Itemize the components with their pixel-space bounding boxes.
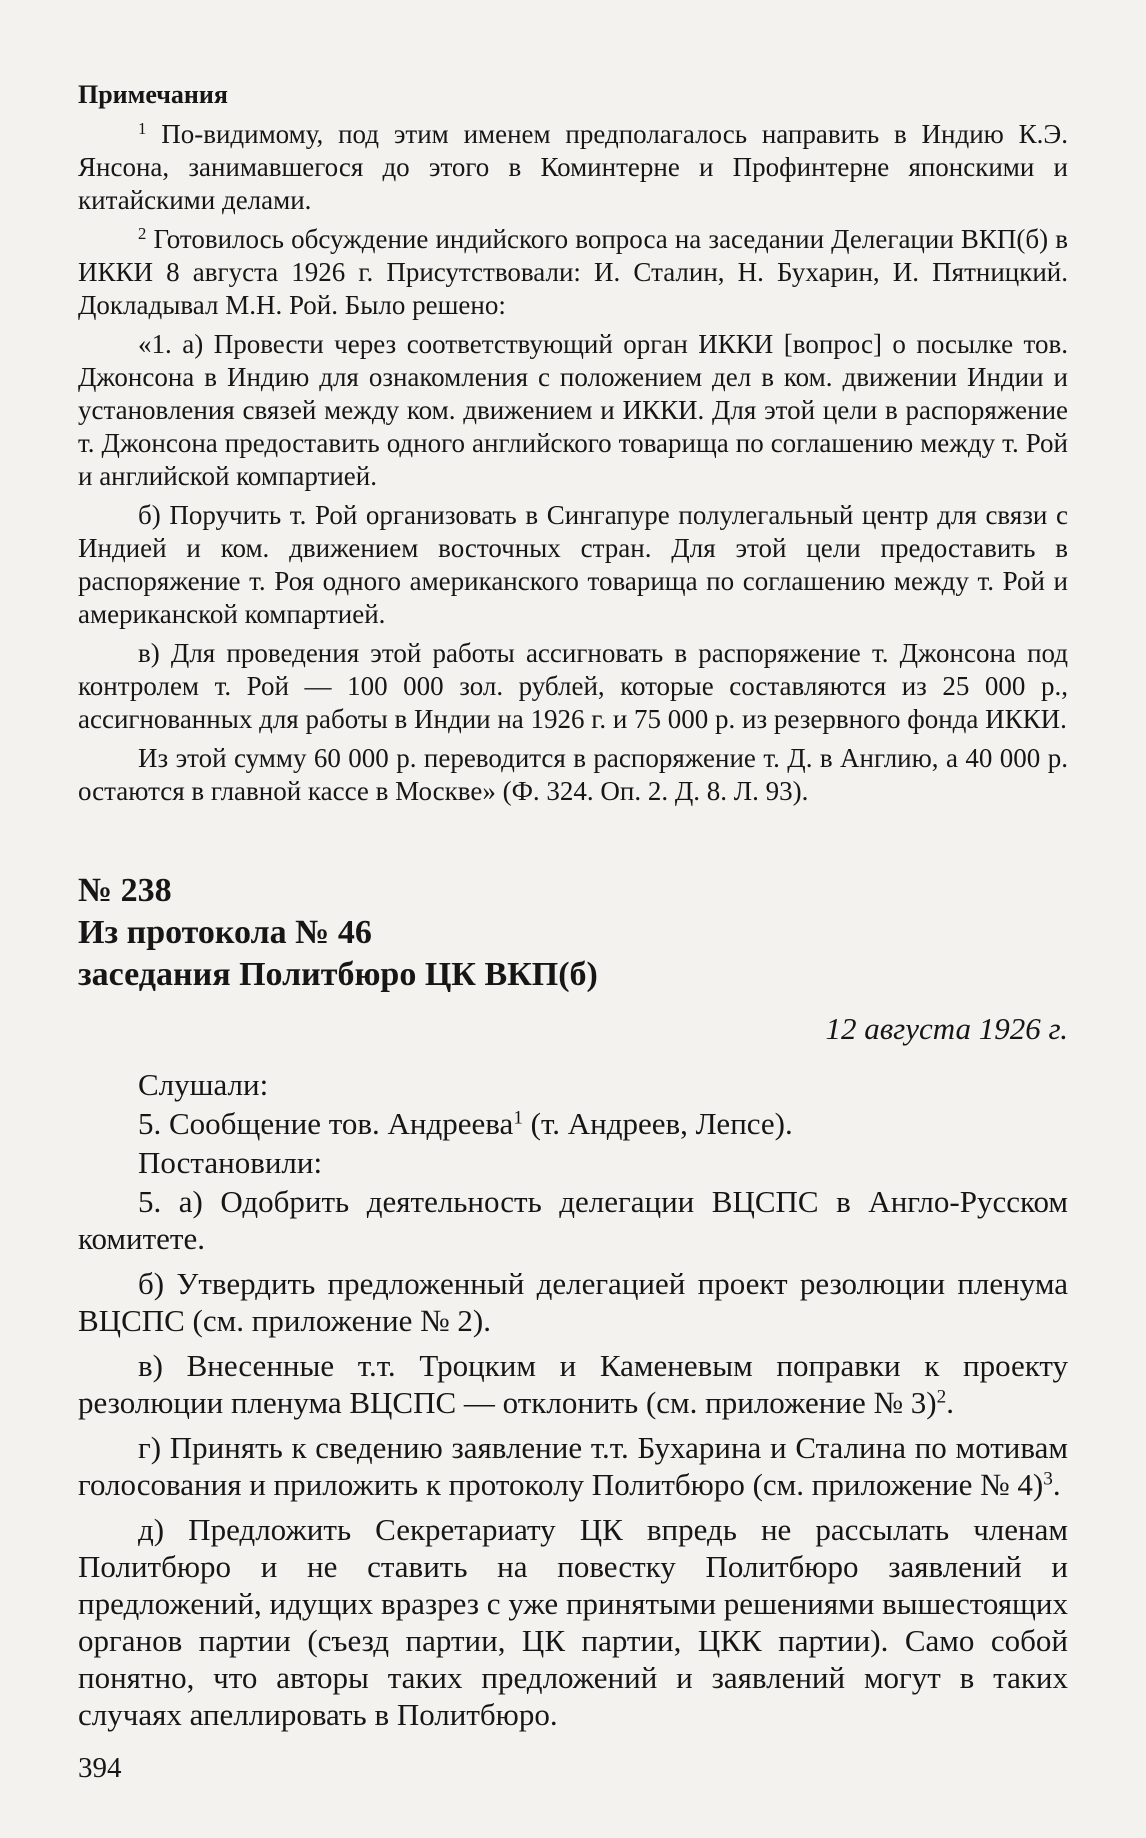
resolved-label: Постановили: — [138, 1145, 323, 1180]
resolution-c-end: . — [946, 1385, 954, 1420]
heard-item — [78, 1105, 1068, 1142]
resolution-c-text: в) Внесенные т.т. Троцким и Каменевым поправки к проекту резолюции пленума ВЦСПС — отклонить (см. приложение № 3) — [78, 1348, 1068, 1420]
document-date: 12 августа 1926 г. — [825, 1011, 1068, 1046]
document-title-line-1: Из протокола № 46 — [78, 914, 372, 951]
note-1-marker: 1 — [138, 118, 147, 138]
resolution-e: д) Предложить Секретариату ЦК впредь не рассылать членам Политбюро и не ставить на повестку Политбюро заявлений и предложений, идущих вразрез с уже принятыми решениями вышестоящих органов партии (съезд партии, ЦК партии, ЦКК партии). Само собой понятно, что авторы таких предложений и заявлений могут в таких случаях апеллировать в Политбюро. — [78, 1512, 1068, 1732]
document-number: № 238 — [78, 872, 172, 909]
heard-item-text: 5. Сообщение тов. Андреева — [138, 1106, 514, 1141]
note-2-item-b: б) Поручить т. Рой организовать в Сингапуре полулегальный центр для связи с Индией и ком. движением восточных стран. Для этой цели предоставить в распоряжение т. Роя одного американского товарища по соглашению между т. Рой и американской компартией. — [78, 500, 1068, 629]
note-2 — [78, 223, 1068, 322]
book-page — [78, 78, 1068, 1818]
document-header — [78, 870, 1068, 996]
resolution-b: б) Утвердить предложенный делегацией проект резолюции пленума ВЦСПС (см. приложение № 2). — [78, 1266, 1068, 1338]
resolution-d-footnote: 3 — [1043, 1468, 1053, 1490]
note-2-item-1a: «1. а) Провести через соответствующий орган ИККИ [вопрос] о посылке тов. Джонсона в Индию для ознакомления с положением дел в ком. движении Индии и установления связей между ком. движением и ИККИ. Для этой цели в распоряжение т. Джонсона предоставить одного английского товарища по соглашению между т. Рой и английской компартией. — [78, 329, 1068, 491]
resolution-d-text: г) Принять к сведению заявление т.т. Бухарина и Сталина по мотивам голосования и приложить к протоколу Политбюро (см. приложение № 4) — [78, 1430, 1068, 1502]
note-2-marker: 2 — [138, 223, 147, 243]
note-1-text: По-видимому, под этим именем предполагалось направить в Индию К.Э. Янсона, занимавшегося до этого в Коминтерне и Профинтерне японскими и китайскими делами. — [78, 119, 1069, 215]
document-body — [78, 1066, 1068, 1733]
note-1 — [78, 118, 1068, 217]
notes-section — [78, 118, 1068, 808]
resolution-a: 5. а) Одобрить деятельность делегации ВЦСПС в Англо-Русском комитете. — [78, 1184, 1068, 1256]
note-2-text: Готовилось обсуждение индийского вопроса на заседании Делегации ВКП(б) в ИККИ 8 августа 1926 г. Присутствовали: И. Сталин, Н. Бухарин, И. Пятницкий. Докладывал М.Н. Рой. Было решено: — [78, 224, 1068, 320]
resolution-c — [78, 1347, 1068, 1421]
resolution-d — [78, 1429, 1068, 1503]
notes-heading: Примечания — [78, 80, 228, 109]
note-2-item-c: в) Для проведения этой работы ассигновать в распоряжение т. Джонсона под контролем т. Рой — 100 000 зол. рублей, которые составляются из 25 000 р., ассигнованных для работы в Индии на 1926 г. и 75 000 р. из резервного фонда ИККИ. — [78, 638, 1068, 734]
resolution-d-end: . — [1052, 1467, 1061, 1502]
resolution-c-footnote: 2 — [936, 1386, 947, 1408]
page-number: 394 — [78, 1752, 122, 1784]
heard-label: Слушали: — [138, 1067, 269, 1102]
note-2-item-d: Из этой сумму 60 000 р. переводится в распоряжение т. Д. в Англию, а 40 000 р. остаются в главной кассе в Москве» (Ф. 324. Оп. 2. Д. 8. Л. 93). — [78, 743, 1068, 806]
document-title-line-2: заседания Политбюро ЦК ВКП(б) — [78, 956, 598, 993]
heard-item-footnote: 1 — [513, 1107, 523, 1129]
heard-item-end: (т. Андреев, Лепсе). — [522, 1106, 793, 1141]
